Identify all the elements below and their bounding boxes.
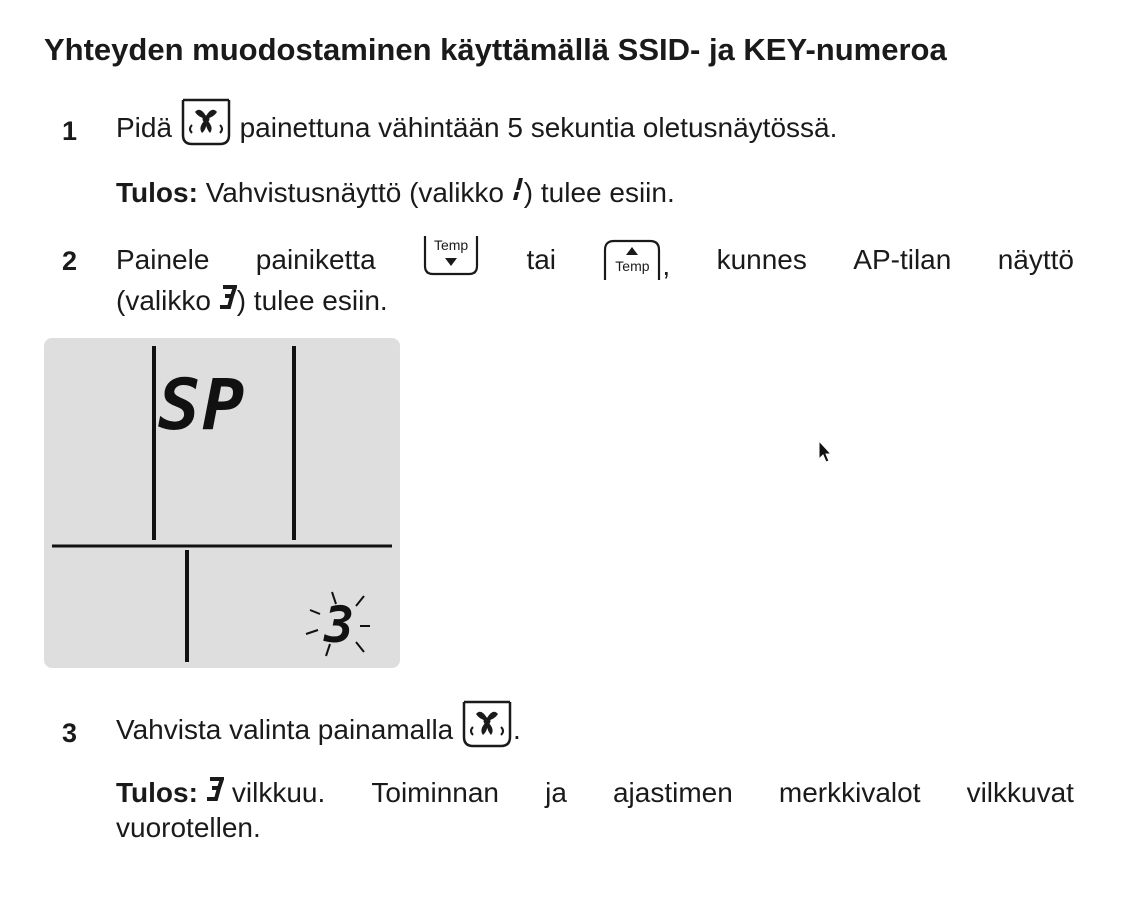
step-3-result-line-2: vuorotellen. bbox=[116, 812, 261, 843]
step-2-separator: , bbox=[662, 250, 671, 281]
up-arrow-icon bbox=[626, 247, 638, 255]
step-1-result-after: ) tulee esiin. bbox=[523, 177, 675, 208]
fan-button-icon bbox=[180, 97, 232, 147]
step-3-word: ja bbox=[545, 776, 567, 808]
temp-up-label: Temp bbox=[615, 258, 650, 274]
step-1-result bbox=[116, 176, 675, 209]
step-2-word: kunnes bbox=[716, 244, 807, 275]
mouse-cursor-icon bbox=[818, 440, 834, 464]
menu-3-glyph-icon bbox=[206, 776, 224, 802]
step-1-result-before: Vahvistusnäyttö (valikko bbox=[205, 177, 504, 208]
temp-up-button bbox=[602, 238, 662, 282]
step-3-word: merkkivalot bbox=[778, 776, 921, 808]
step-2-line2-before: (valikko bbox=[116, 285, 211, 316]
step-2-line-2 bbox=[116, 284, 388, 317]
step-1-text-before: Pidä bbox=[116, 112, 173, 143]
step-2-word: AP-tilan bbox=[853, 244, 952, 275]
step-2-number: 2 bbox=[62, 246, 78, 276]
step-3-result-start bbox=[116, 776, 325, 809]
step-2-word: painiketta bbox=[255, 244, 376, 275]
step-2-line2-after: ) tulee esiin. bbox=[236, 285, 388, 316]
step-1-text-after: painettuna vähintään 5 sekuntia oletusnäytössä. bbox=[239, 112, 838, 143]
step-2-word: Painele bbox=[116, 244, 210, 275]
step-1-number: 1 bbox=[62, 116, 78, 146]
temp-down-button bbox=[422, 234, 480, 278]
step-3-word: Toiminnan bbox=[371, 776, 500, 808]
section-heading: Yhteyden muodostaminen käyttämällä SSID- ja KEY-numeroa bbox=[44, 32, 947, 67]
step-2-line-1 bbox=[116, 238, 1074, 282]
step-3-word: vilkkuvat bbox=[966, 776, 1074, 808]
step-3-instruction bbox=[116, 714, 521, 749]
step-3-result-line-1 bbox=[116, 776, 1074, 809]
lcd-top-text: SP bbox=[158, 364, 247, 446]
step-3-word: vilkkuu. bbox=[231, 777, 326, 808]
step-3-number: 3 bbox=[62, 718, 78, 748]
menu-3-glyph-icon bbox=[219, 284, 237, 310]
lcd-menu-digit: 3 bbox=[324, 596, 355, 654]
step-3-result-label: Tulos: bbox=[116, 777, 198, 808]
temp-down-label: Temp bbox=[433, 237, 469, 253]
menu-1-glyph-icon bbox=[512, 176, 524, 202]
step-2-word: näyttö bbox=[997, 244, 1074, 275]
step-1-instruction bbox=[116, 112, 837, 147]
lcd-display-illustration bbox=[44, 338, 400, 668]
step-2-word: tai bbox=[526, 244, 557, 275]
down-arrow-icon bbox=[445, 258, 457, 266]
fan-button-icon bbox=[461, 699, 513, 749]
temp-up-wrap bbox=[602, 238, 670, 282]
step-3-text-before: Vahvista valinta painamalla bbox=[116, 714, 454, 745]
step-1-result-label: Tulos: bbox=[116, 177, 198, 208]
step-3-text-after: . bbox=[513, 714, 521, 745]
step-3-word: ajastimen bbox=[612, 776, 733, 808]
